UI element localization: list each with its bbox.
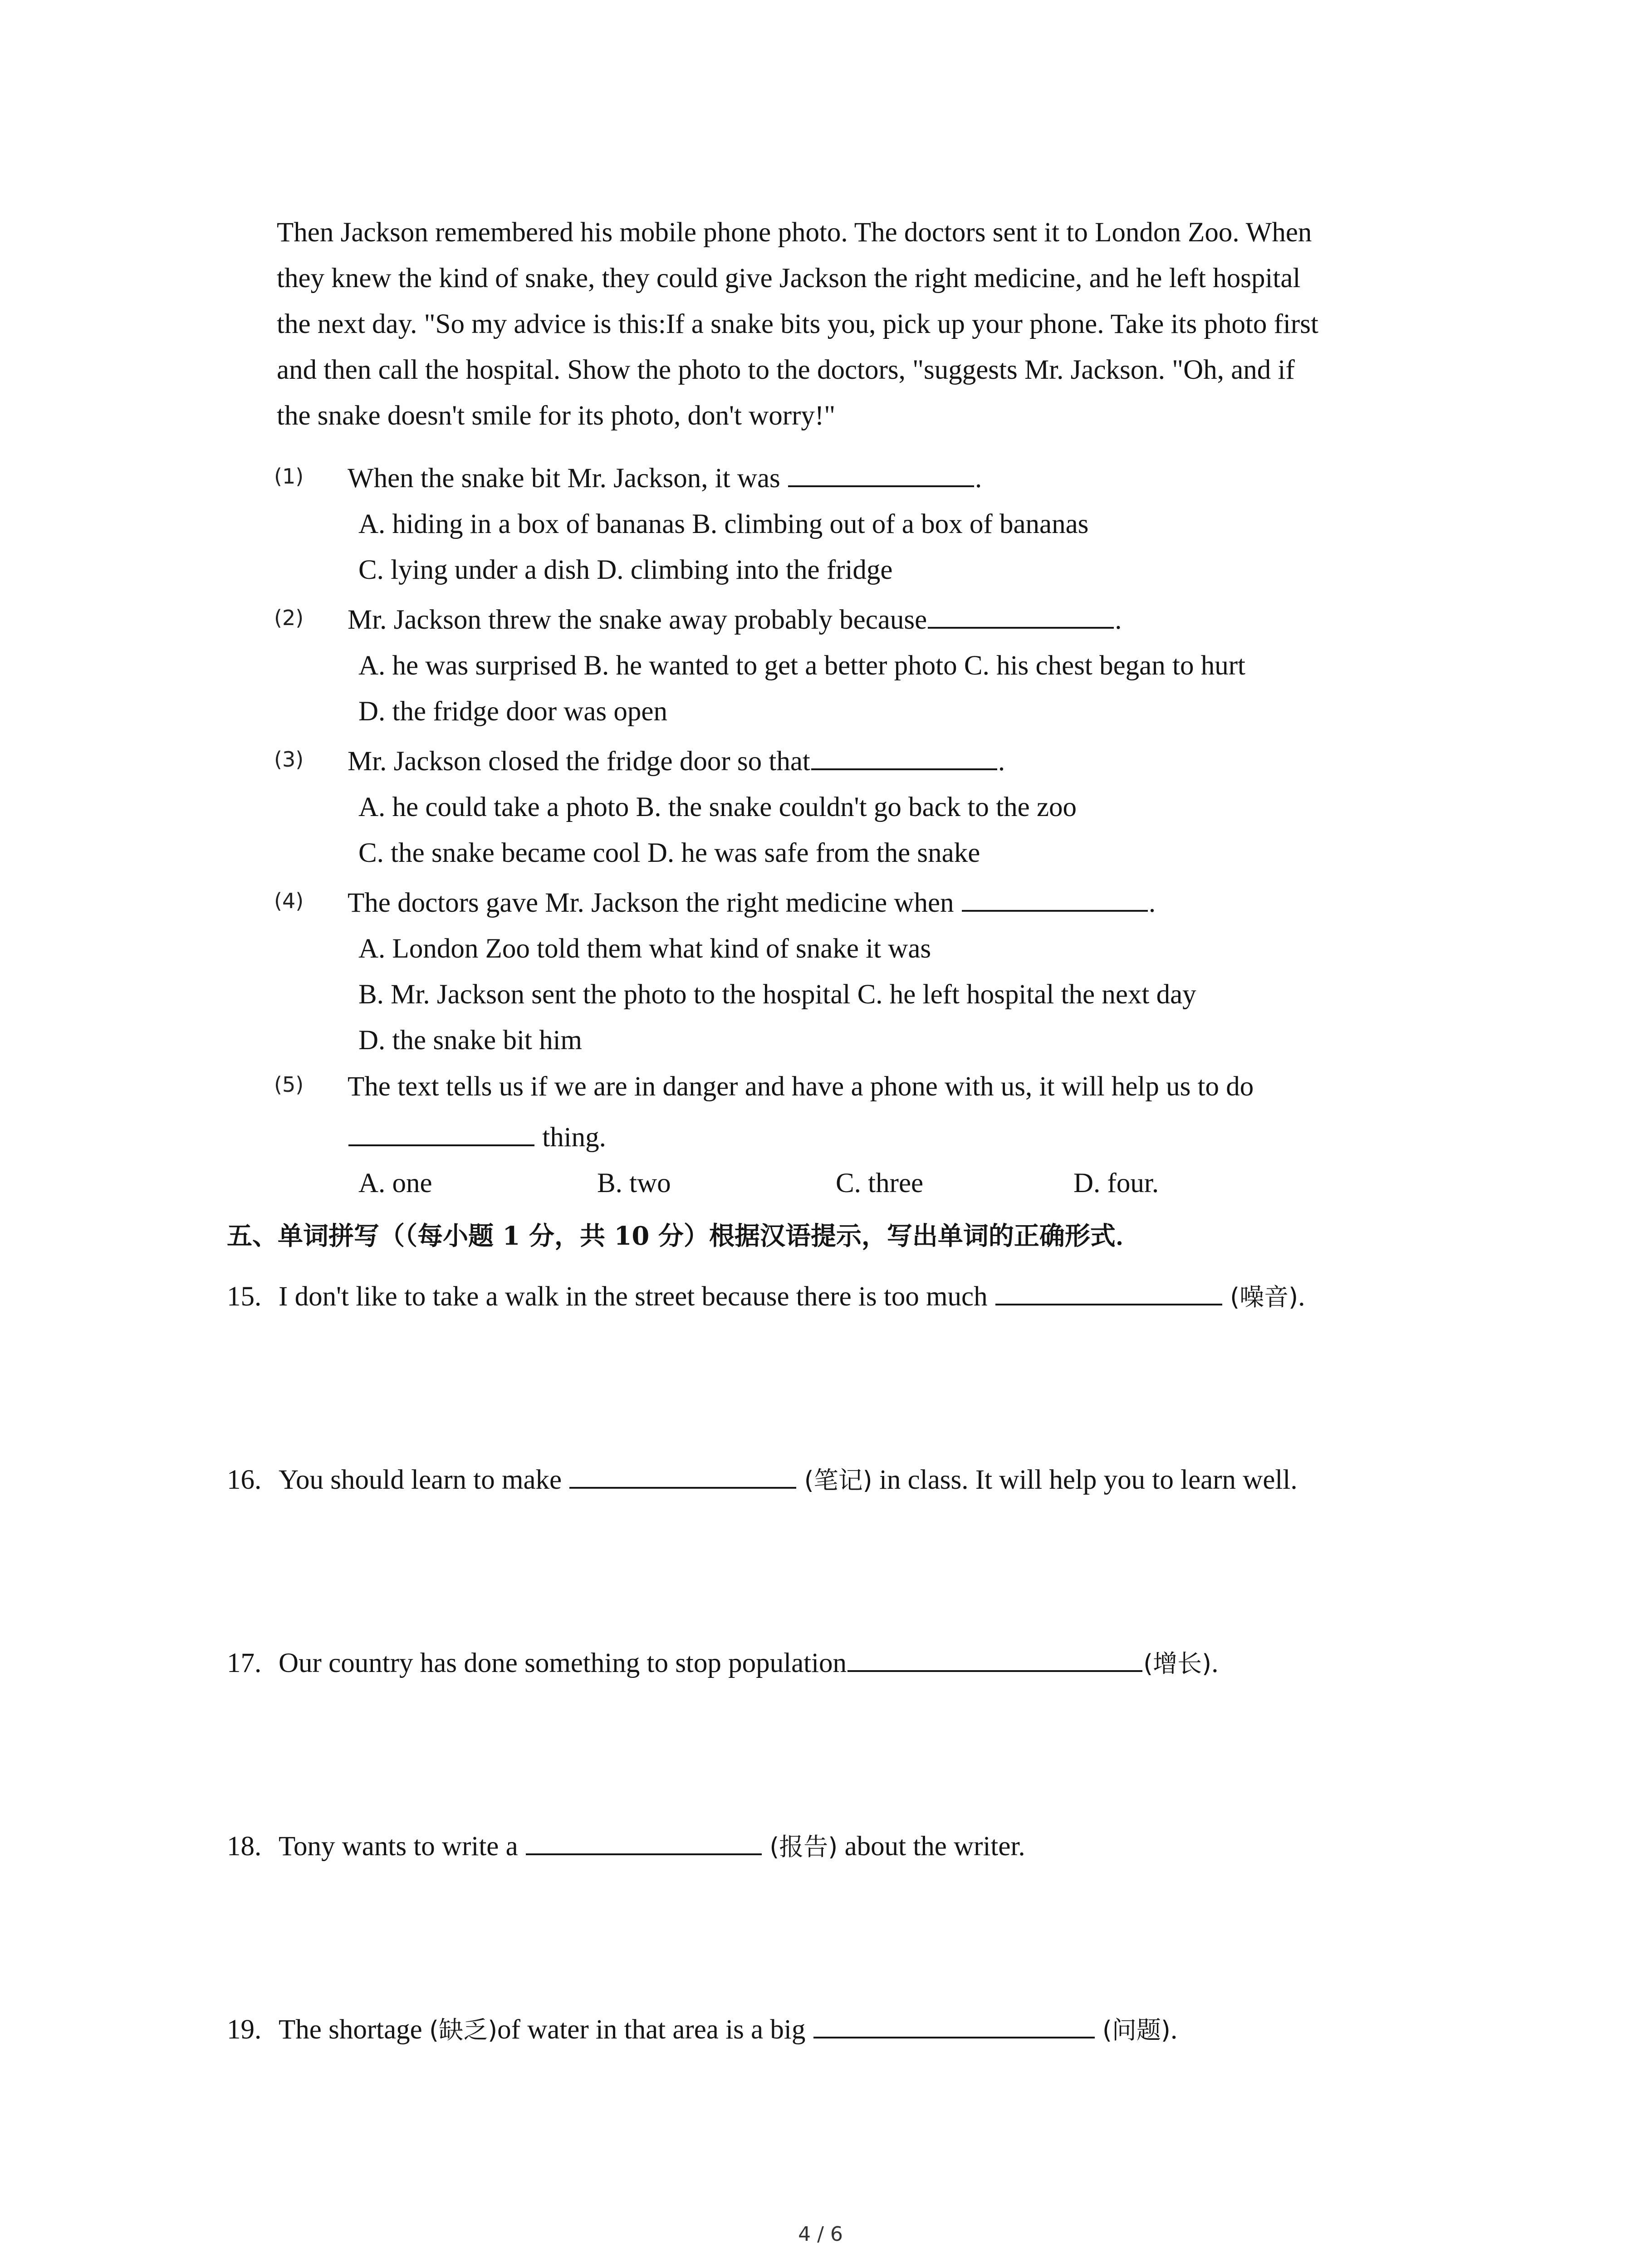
passage-line: Then Jackson remembered his mobile phone photo. The doctors sent it to London Zoo. When xyxy=(277,217,1312,248)
option-line: A. he could take a photo B. the snake couldn't go back to the zoo xyxy=(358,792,1077,822)
spelling-item-15: 15. I don't like to take a walk in the street because there is too much (噪音). xyxy=(227,1274,1305,1320)
question-stem: The doctors gave Mr. Jackson the right medicine when . xyxy=(348,880,1156,926)
option-line: A. he was surprised B. he wanted to get a better photo C. his chest began to hurt xyxy=(358,650,1245,681)
answer-blank[interactable] xyxy=(526,1824,762,1855)
question-number: (2) xyxy=(274,606,304,630)
question-stem: The text tells us if we are in danger and have a phone with us, it will help us to do xyxy=(348,1071,1254,1102)
answer-blank[interactable] xyxy=(962,881,1148,912)
question-number: (3) xyxy=(274,747,304,772)
answer-blank[interactable] xyxy=(348,1115,534,1146)
spelling-item-19: 19. The shortage (缺乏)of water in that area is a big (问题). xyxy=(227,2007,1177,2053)
question-number: (5) xyxy=(274,1072,304,1097)
option-line: D. the snake bit him xyxy=(358,1025,583,1056)
question-stem: Mr. Jackson threw the snake away probably because . xyxy=(348,597,1122,643)
answer-blank[interactable] xyxy=(811,739,997,770)
spelling-item-18: 18. Tony wants to write a (报告) about the writer. xyxy=(227,1823,1025,1870)
answer-blank[interactable] xyxy=(788,456,974,487)
page-number: 4 / 6 xyxy=(798,2223,843,2246)
option-line: A. London Zoo told them what kind of snake it was xyxy=(358,934,931,964)
option-line: B. Mr. Jackson sent the photo to the hospital C. he left hospital the next day xyxy=(358,979,1196,1010)
option-a: A. one xyxy=(358,1168,432,1198)
section-title: 五、单词拼写（（每小题 1 分，共 10 分）根据汉语提示，写出单词的正确形式． xyxy=(227,1221,1141,1251)
answer-blank[interactable] xyxy=(995,1275,1222,1305)
passage-line: the next day. "So my advice is this:If a snake bits you, pick up your phone. Take its photo first xyxy=(277,309,1318,339)
question-stem: When the snake bit Mr. Jackson, it was . xyxy=(348,455,982,501)
option-line: A. hiding in a box of bananas B. climbing out of a box of bananas xyxy=(358,509,1089,539)
option-c: C. three xyxy=(836,1168,924,1198)
answer-blank[interactable] xyxy=(569,1458,796,1489)
answer-blank[interactable] xyxy=(813,2008,1095,2038)
question-stem: Mr. Jackson closed the fridge door so that . xyxy=(348,738,1005,784)
passage-line: they knew the kind of snake, they could give Jackson the right medicine, and he left hospital xyxy=(277,263,1301,293)
spelling-item-16: 16. You should learn to make (笔记) in class. It will help you to learn well. xyxy=(227,1457,1298,1503)
option-line: C. lying under a dish D. climbing into the fridge xyxy=(358,555,893,585)
question-number: (1) xyxy=(274,464,304,489)
option-line: D. the fridge door was open xyxy=(358,696,667,727)
question-stem-continued: thing. xyxy=(348,1114,606,1160)
option-d: D. four. xyxy=(1073,1168,1159,1198)
answer-blank[interactable] xyxy=(847,1641,1142,1672)
answer-blank[interactable] xyxy=(928,598,1114,629)
passage-line: and then call the hospital. Show the photo to the doctors, "suggests Mr. Jackson. "Oh, and if xyxy=(277,355,1295,385)
reading-passage xyxy=(277,210,1452,439)
passage-line: the snake doesn't smile for its photo, don't worry!" xyxy=(277,401,836,431)
option-b: B. two xyxy=(597,1168,671,1198)
question-number: (4) xyxy=(274,889,304,913)
spelling-item-17: 17. Our country has done something to stop population (增长). xyxy=(227,1640,1218,1686)
option-line: C. the snake became cool D. he was safe from the snake xyxy=(358,838,980,868)
